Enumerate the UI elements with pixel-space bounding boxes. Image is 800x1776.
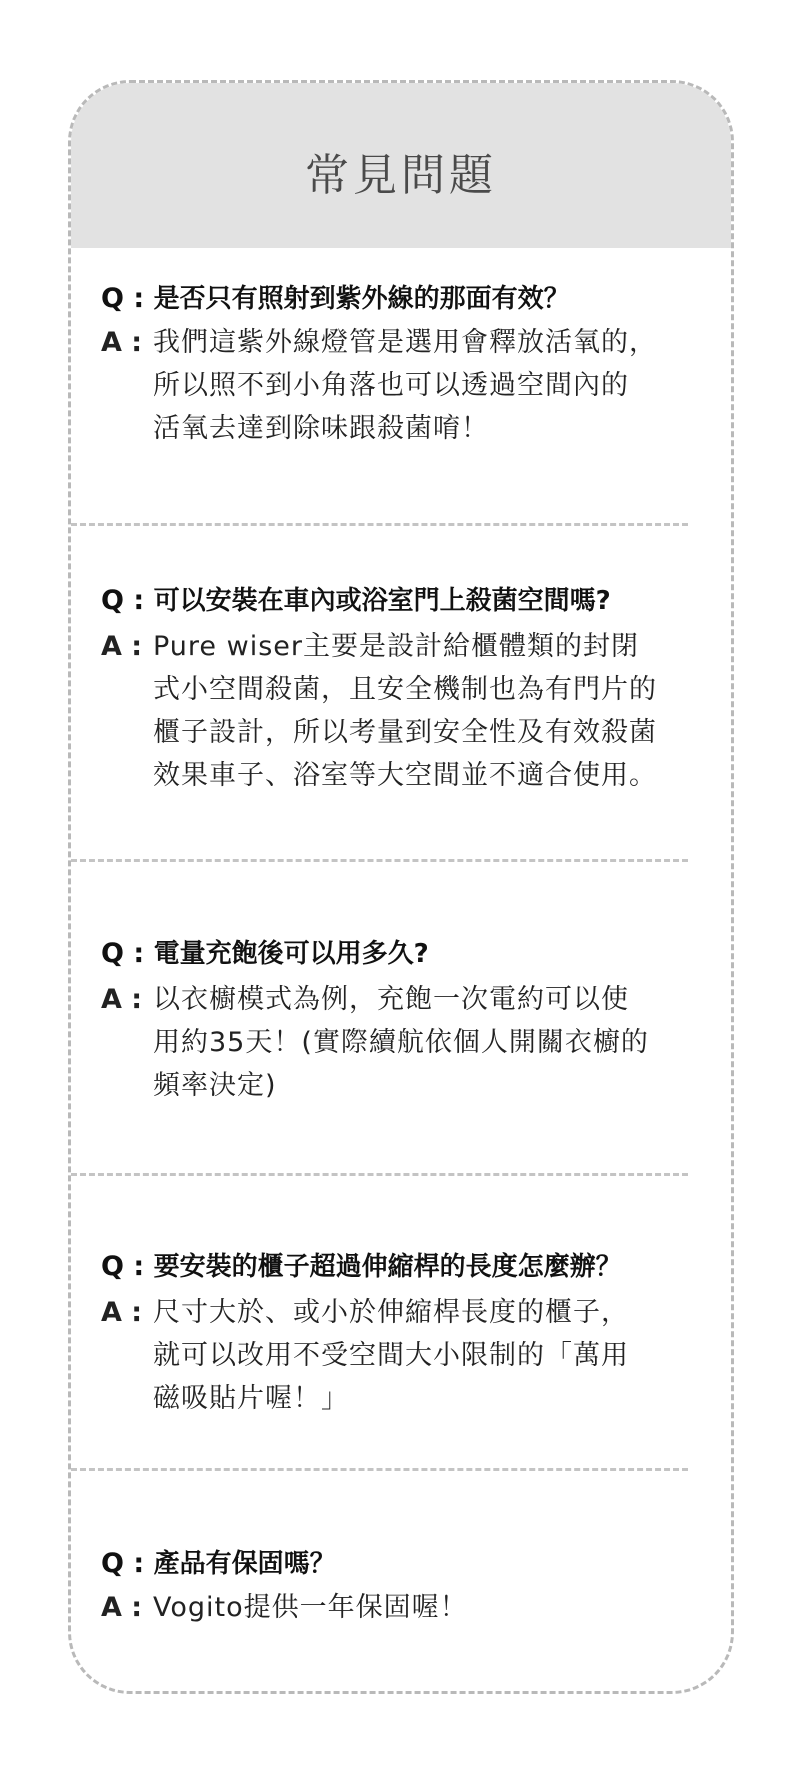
faq-question-3 [101, 933, 429, 970]
answer-line: 所以照不到小角落也可以透過空間內的 [153, 370, 629, 401]
question-label: Q : [101, 283, 145, 314]
question-text: 要安裝的櫃子超過伸縮桿的長度怎麼辦？ [153, 1252, 622, 1282]
faq-question-4 [101, 1246, 622, 1283]
answer-line: 我們這紫外線燈管是選用會釋放活氧的， [153, 327, 657, 358]
answer-line: 頻率決定) [153, 1070, 277, 1101]
page-title: 常見問題 [305, 149, 497, 201]
answer-label: A : [101, 631, 143, 662]
answer-label: A : [101, 984, 143, 1015]
question-label: Q : [101, 938, 145, 969]
answer-text [153, 1586, 713, 1629]
question-text: 產品有保固嗎？ [153, 1549, 336, 1579]
answer-text [153, 321, 713, 450]
question-text: 電量充飽後可以用多久? [153, 939, 429, 969]
answer-line: 式小空間殺菌，且安全機制也為有門片的 [153, 674, 657, 705]
answer-line: 活氧去達到除味跟殺菌唷！ [153, 413, 489, 444]
answer-line: 用約35天！(實際續航依個人開關衣櫥的 [153, 1027, 649, 1058]
answer-line: 磁吸貼片喔！」 [153, 1383, 349, 1414]
question-label: Q : [101, 585, 145, 616]
faq-header [71, 83, 731, 248]
answer-text [153, 1291, 713, 1420]
answer-line: 以衣櫥模式為例，充飽一次電約可以使 [153, 984, 629, 1015]
divider [71, 1173, 688, 1176]
answer-line: 櫃子設計，所以考量到安全性及有效殺菌 [153, 717, 657, 748]
faq-card [68, 80, 734, 1694]
answer-line: 就可以改用不受空間大小限制的「萬用 [153, 1340, 629, 1371]
answer-text [153, 625, 713, 797]
question-text: 可以安裝在車內或浴室門上殺菌空間嗎? [153, 586, 611, 616]
question-text: 是否只有照射到紫外線的那面有效？ [153, 284, 570, 314]
question-label: Q : [101, 1548, 145, 1579]
answer-label: A : [101, 1297, 143, 1328]
answer-label: A : [101, 1592, 143, 1623]
faq-question-5 [101, 1543, 336, 1580]
answer-line: Vogito提供一年保固喔！ [153, 1592, 468, 1623]
answer-line: 效果車子、浴室等大空間並不適合使用。 [153, 760, 657, 791]
answer-text [153, 978, 713, 1107]
question-label: Q : [101, 1251, 145, 1282]
faq-question-1 [101, 278, 570, 315]
answer-line: 尺寸大於、或小於伸縮桿長度的櫃子， [153, 1297, 629, 1328]
divider [71, 523, 688, 526]
divider [71, 1468, 688, 1471]
answer-line: Pure wiser主要是設計給櫃體類的封閉 [153, 631, 639, 662]
answer-label: A : [101, 327, 143, 358]
divider [71, 859, 688, 862]
faq-question-2 [101, 580, 611, 617]
